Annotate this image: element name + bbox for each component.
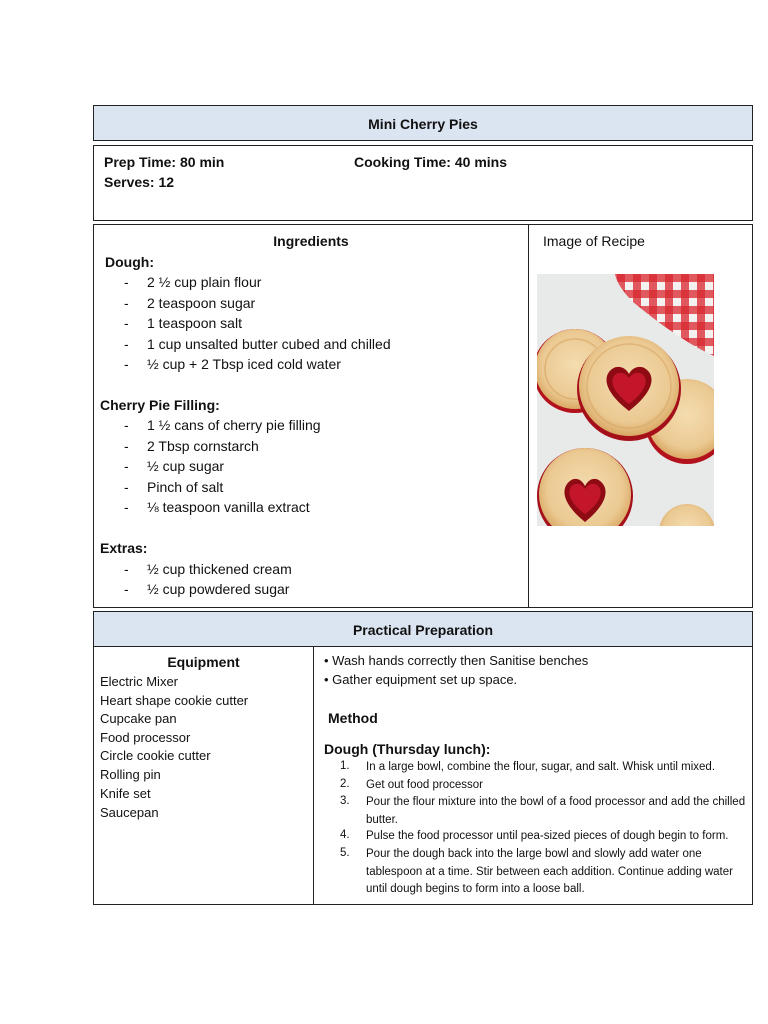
equipment-box xyxy=(93,646,314,905)
step-number: 5. xyxy=(340,847,350,859)
step-text: Pulse the food processor until pea-sized pieces of dough begin to form. xyxy=(366,830,729,842)
step-number: 2. xyxy=(340,778,350,790)
step-number: 3. xyxy=(340,795,350,807)
list-item: Food processor xyxy=(100,730,191,745)
serves: Serves: 12 xyxy=(104,174,175,190)
recipe-title: Mini Cherry Pies xyxy=(368,116,478,132)
step-text: Pour the flour mixture into the bowl of a food processor and add the chilled butter. xyxy=(366,796,746,826)
list-item: Rolling pin xyxy=(100,767,161,782)
step-number: 1. xyxy=(340,760,350,772)
recipe-image-box xyxy=(528,224,753,608)
recipe-meta-box xyxy=(93,145,753,221)
filling-section-label: Cherry Pie Filling: xyxy=(100,397,220,413)
extras-section-label: Extras: xyxy=(100,540,148,556)
prep-time: Prep Time: 80 min xyxy=(104,154,225,170)
method-box xyxy=(313,646,753,905)
list-item: Knife set xyxy=(100,786,151,801)
ingredients-box: Ingredients Dough: - 2 ½ cup plain flour - 2 teaspoon sugar - 1 teaspoon salt - 1 cup unsalted butter cubed and chilled - ½ cup + 2 Tbsp iced cold water Cherry Pie Filling: - 1 ½ cans of cherry pie filling - 2 Tbsp cornstarch - ½ cup sugar - Pinch of salt - ⅛ teaspoon vanilla extract Extras: - ½ cup thickened cream - ½ cup powdered sugar xyxy=(93,224,529,608)
step-text: Get out food processor xyxy=(366,779,483,791)
step-text: In a large bowl, combine the flour, sugar, and salt. Whisk until mixed. xyxy=(366,761,716,773)
dough-method-heading: Dough (Thursday lunch): xyxy=(324,741,491,757)
recipe-title-bar xyxy=(93,105,753,141)
method-heading: Method xyxy=(328,710,378,726)
list-item: • Wash hands correctly then Sanitise benches xyxy=(324,653,589,668)
ingredients-heading: Ingredients xyxy=(273,233,349,249)
image-label: Image of Recipe xyxy=(543,233,645,249)
list-item: Circle cookie cutter xyxy=(100,748,211,763)
dough-section-label: Dough: xyxy=(105,254,154,270)
list-item: Saucepan xyxy=(100,805,159,820)
practical-preparation-bar xyxy=(93,611,753,647)
list-item: • Gather equipment set up space. xyxy=(324,672,518,687)
step-number: 4. xyxy=(340,829,350,841)
step-text: Pour the dough back into the large bowl and slowly add water one tablespoon at a time. Stir between each addition. Continue adding water until dough begins to form into a loose ball. xyxy=(366,848,733,895)
cherry-pies-photo xyxy=(537,274,714,526)
list-item: Electric Mixer xyxy=(100,674,179,689)
list-item: Heart shape cookie cutter xyxy=(100,693,249,708)
practical-preparation-heading: Practical Preparation xyxy=(352,622,494,638)
cooking-time: Cooking Time: 40 mins xyxy=(354,154,507,170)
equipment-heading: Equipment xyxy=(167,654,240,670)
list-item: Cupcake pan xyxy=(100,711,177,726)
